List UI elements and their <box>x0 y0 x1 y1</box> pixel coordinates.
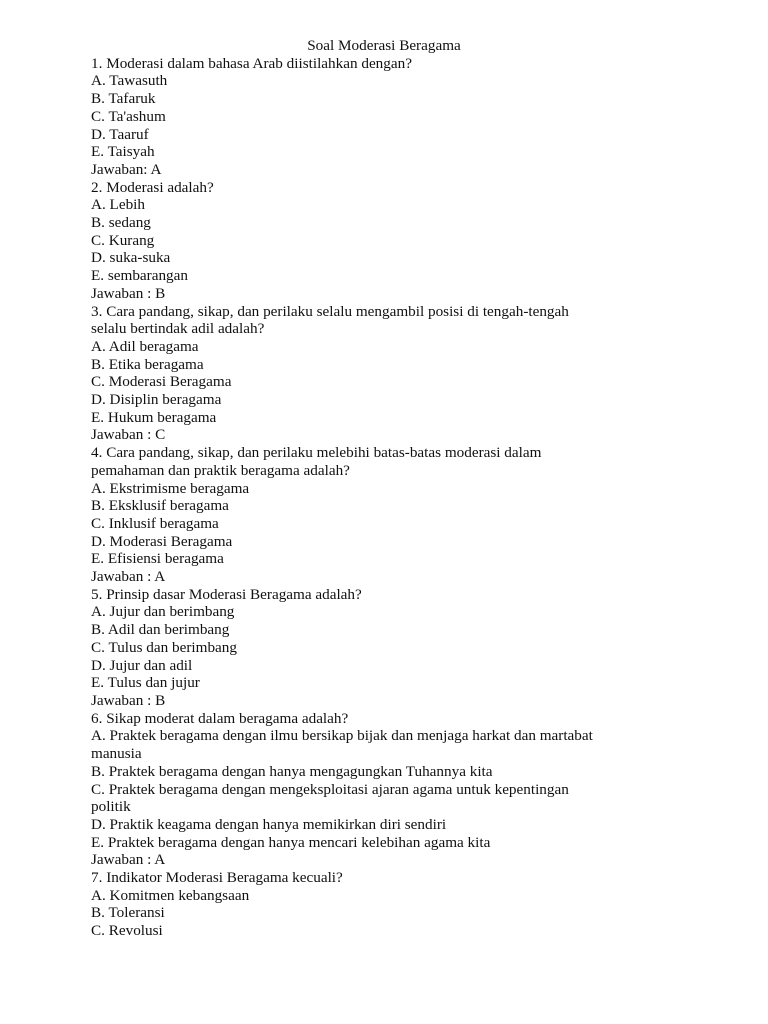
document-line: Jawaban : B <box>91 284 166 302</box>
document-line: C. Inklusif beragama <box>91 514 219 532</box>
document-line: A. Tawasuth <box>91 72 168 90</box>
document-body <box>91 55 681 940</box>
document-line: C. Revolusi <box>91 922 163 940</box>
document-line: Jawaban : A <box>91 851 166 869</box>
document-line: 7. Indikator Moderasi Beragama kecuali? <box>91 869 343 887</box>
document-line: B. Toleransi <box>91 904 165 922</box>
document-line: pemahaman dan praktik beragama adalah? <box>91 461 350 479</box>
document-line: D. Moderasi Beragama <box>91 532 233 550</box>
document-line: Jawaban : B <box>91 692 166 709</box>
document-line: E. Hukum beragama <box>91 408 217 426</box>
document-line: 6. Sikap moderat dalam beragama adalah? <box>91 709 349 727</box>
document-line: 3. Cara pandang, sikap, dan perilaku selalu mengambil posisi di tengah-tengah <box>91 302 569 320</box>
document-line: D. suka-suka <box>91 249 171 267</box>
document-line: B. Eksklusif beragama <box>91 497 229 515</box>
document-line: C. Tulus dan berimbang <box>91 638 237 656</box>
document-line: C. Moderasi Beragama <box>91 373 232 391</box>
document-line: D. Jujur dan adil <box>91 656 193 674</box>
document-line: Jawaban: A <box>91 160 162 178</box>
document-line: A. Lebih <box>91 196 145 214</box>
document-line: B. Etika beragama <box>91 355 204 373</box>
document-line: D. Disiplin beragama <box>91 391 222 409</box>
document-line: Jawaban : A <box>91 568 166 586</box>
document-line: A. Adil beragama <box>91 337 199 355</box>
document-title: Soal Moderasi Beragama <box>307 37 461 54</box>
document-line: A. Jujur dan berimbang <box>91 603 235 621</box>
document-line: E. Taisyah <box>91 143 155 161</box>
document-line: 4. Cara pandang, sikap, dan perilaku melebihi batas-batas moderasi dalam <box>91 444 542 462</box>
document-line: C. Praktek beragama dengan mengeksploitasi ajaran agama untuk kepentingan <box>91 780 569 798</box>
document-line: 5. Prinsip dasar Moderasi Beragama adalah? <box>91 585 362 603</box>
document-line: 2. Moderasi adalah? <box>91 178 214 196</box>
document-line: politik <box>91 798 131 816</box>
document-line: A. Ekstrimisme beragama <box>91 479 250 497</box>
document-line: B. Praktek beragama dengan hanya mengagungkan Tuhannya kita <box>91 762 493 780</box>
document-line: Jawaban : C <box>91 426 166 444</box>
document-line: B. Tafaruk <box>91 90 156 108</box>
document-line: C. Ta'ashum <box>91 107 166 125</box>
document-line: E. Efisiensi beragama <box>91 550 224 568</box>
document-line: E. Praktek beragama dengan hanya mencari kelebihan agama kita <box>91 833 491 851</box>
document-line: 1. Moderasi dalam bahasa Arab diistilahkan dengan? <box>91 54 412 72</box>
document-line: C. Kurang <box>91 231 155 249</box>
document-line: D. Praktik keagama dengan hanya memikirkan diri sendiri <box>91 815 447 833</box>
document-line: B. Adil dan berimbang <box>91 621 230 639</box>
document-line: A. Komitmen kebangsaan <box>91 886 250 904</box>
document-line: B. sedang <box>91 214 151 232</box>
document-line: E. sembarangan <box>91 267 188 285</box>
document-line: manusia <box>91 745 142 763</box>
document-line: D. Taaruf <box>91 125 149 143</box>
document-line: A. Praktek beragama dengan ilmu bersikap bijak dan menjaga harkat dan martabat <box>91 727 593 745</box>
document-line: selalu bertindak adil adalah? <box>91 320 265 338</box>
document-line: E. Tulus dan jujur <box>91 674 200 692</box>
